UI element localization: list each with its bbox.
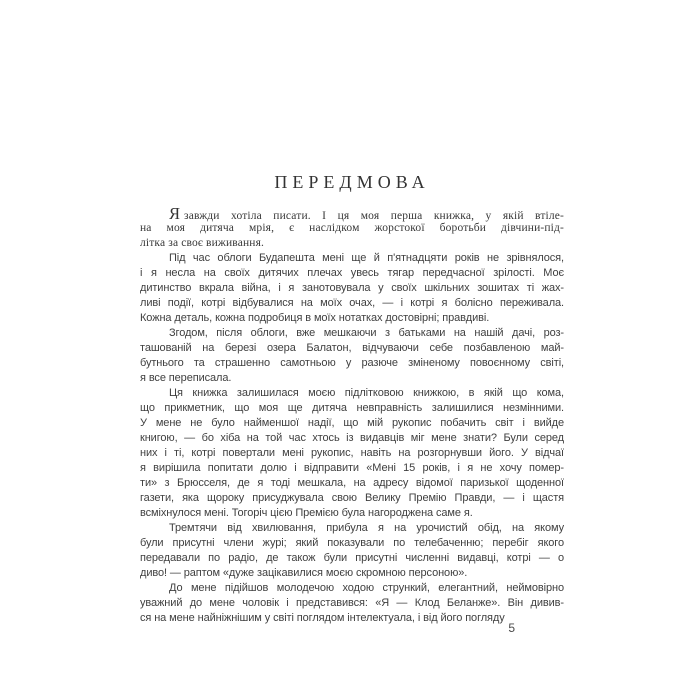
text-line: були присутні члени журі; який показували по телебаченню; перебіг якого xyxy=(140,537,564,549)
text-line: У мене не було найменшої надії, що мій рукопис побачить світ і вийде xyxy=(140,417,564,429)
text-line: диво! — раптом «дуже зацікавилися моєю скромною персоною». xyxy=(140,567,468,579)
drop-cap-initial: Я xyxy=(169,204,181,223)
text-line: уважний до мене чоловік і представився: «Я — Клод Беланже». Він дивив- xyxy=(140,597,564,609)
paragraph xyxy=(140,206,564,251)
text-line: бутнього та страшенно самотньою у разюче зміненому повоєнному світі, xyxy=(140,357,564,369)
text-line: я вирішила попитати долю і відправити «Мені 15 років, і я не хочу помер- xyxy=(140,462,564,474)
page-number: 5 xyxy=(508,621,515,635)
text-line: на моя дитяча мрія, є наслідком жорстокої боротьби дівчини-під- xyxy=(140,222,564,234)
text-line: і я несла на своїх дитячих плечах увесь тягар передчасної зрілості. Моє xyxy=(140,267,564,279)
paragraph xyxy=(140,521,564,581)
text-line: ливі події, котрі відбувалися на моїх очах, — і котрі я болісно переживала. xyxy=(140,297,564,309)
text-line: ся на мене найніжнішим у світі поглядом інтелектуала, і від його погляду xyxy=(140,612,505,624)
text-line: До мене підійшов молодечою ходою стрункий, елегантний, неймовірно xyxy=(169,582,564,594)
paragraph xyxy=(140,581,564,626)
page-title: ПЕРЕДМОВА xyxy=(274,172,430,192)
text-line: ти» з Брюсселя, де я тоді мешкала, на адресу відомої паризької щоденної xyxy=(140,477,564,489)
paragraph xyxy=(140,326,564,386)
text-line: літка за своє виживання. xyxy=(140,237,265,249)
text-line: Я завжди хотіла писати. І ця моя перша книжка, у якій втіле- xyxy=(169,204,564,223)
text-line: Тремтячи від хвилювання, прибула я на урочистий обід, на якому xyxy=(169,522,564,534)
text-line: дитинство вкрала війна, і я занотовувала у своїх шкільних зошитах ті жах- xyxy=(140,282,564,294)
text-line: них і ті, котрі повертали мені рукопис, навіть на розгорнувши його. У відчаї xyxy=(140,447,564,459)
text-line: Кожна деталь, кожна подробиця в моїх нотатках достовірні; правдиві. xyxy=(140,312,490,324)
text-line: газети, яка щороку присуджувала свою Велику Премію Правди, — і щастя xyxy=(140,492,564,504)
paragraph xyxy=(140,386,564,521)
paragraph xyxy=(140,251,564,326)
text-line: що прикметник, що моя ще дитяча невправність залишилися незмінними. xyxy=(140,402,564,414)
text-line: Під час облоги Будапешта мені ще й п'ятнадцяти років не зрівнялося, xyxy=(169,252,564,264)
text-line: Ця книжка залишилася моєю підлітковою книжкою, в якій що кома, xyxy=(169,387,564,399)
text-line: книгою, — бо хіба на той час хтось із видавців міг мене знати? Були серед xyxy=(140,432,564,444)
text-line: ташованій на березі озера Балатон, відчуваючи себе позбавленою май- xyxy=(140,342,564,354)
text-line: всміхнулося мені. Тогоріч цією Премією була нагороджена саме я. xyxy=(140,507,473,519)
text-line: Згодом, після облоги, вже мешкаючи з батьками на нашій дачі, роз- xyxy=(169,327,564,339)
text-line: я все переписала. xyxy=(140,372,232,384)
page-text xyxy=(140,206,564,626)
text-line: передавали по радіо, де також були присутні численні видавці, котрі — о xyxy=(140,552,564,564)
